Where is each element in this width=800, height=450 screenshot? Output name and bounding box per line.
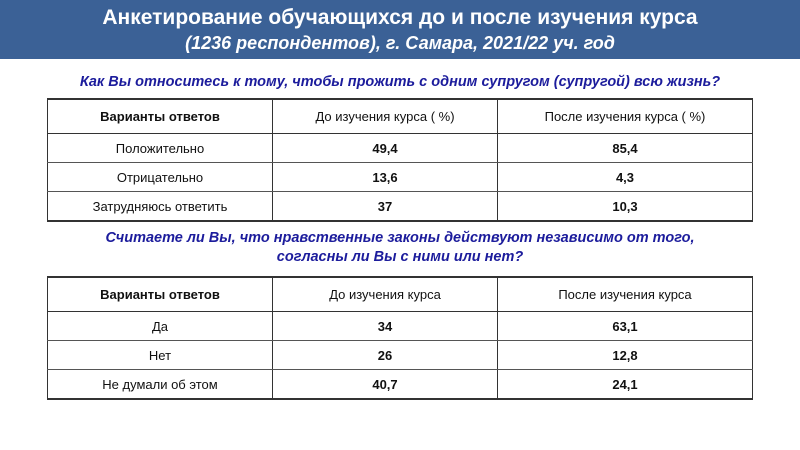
table-row (48, 312, 753, 341)
question-line: Считаете ли Вы, что нравственные законы действуют независимо от того, (105, 230, 695, 246)
column-header-before: До изучения курса (273, 277, 498, 312)
after-value: 12,8 (498, 341, 753, 370)
before-value: 49,4 (273, 134, 498, 163)
before-value: 40,7 (273, 370, 498, 400)
answer-cell: Затрудняюсь ответить (48, 192, 273, 222)
column-header-before: До изучения курса ( %) (273, 99, 498, 134)
survey-table-2 (47, 276, 753, 400)
answer-cell: Отрицательно (48, 163, 273, 192)
after-value: 63,1 (498, 312, 753, 341)
after-value: 10,3 (498, 192, 753, 222)
answer-cell: Не думали об этом (48, 370, 273, 400)
question-line: согласны ли Вы с ними или нет? (276, 249, 524, 265)
survey-question-2 (0, 229, 800, 267)
table-row (48, 134, 753, 163)
table-row (48, 192, 753, 222)
column-header-answer: Варианты ответов (48, 99, 273, 134)
answer-cell: Да (48, 312, 273, 341)
column-header-answer: Варианты ответов (48, 277, 273, 312)
after-value: 85,4 (498, 134, 753, 163)
table-row (48, 341, 753, 370)
question-line: Как Вы относитесь к тому, чтобы прожить с одним супругом (супругой) всю жизнь? (79, 74, 721, 90)
answer-cell: Нет (48, 341, 273, 370)
after-value: 24,1 (498, 370, 753, 400)
column-header-after: После изучения курса ( %) (498, 99, 753, 134)
before-value: 26 (273, 341, 498, 370)
survey-table-1 (47, 98, 753, 222)
column-header-after: После изучения курса (498, 277, 753, 312)
before-value: 34 (273, 312, 498, 341)
before-value: 37 (273, 192, 498, 222)
table-row (48, 163, 753, 192)
title-banner (0, 0, 800, 59)
table-header-row (48, 99, 753, 134)
table-header-row (48, 277, 753, 312)
slide-subtitle: (1236 респондентов), г. Самара, 2021/22 уч. год (185, 33, 615, 53)
after-value: 4,3 (498, 163, 753, 192)
before-value: 13,6 (273, 163, 498, 192)
survey-question-1 (0, 73, 800, 92)
slide-title: Анкетирование обучающихся до и после изучения курса (102, 6, 698, 29)
answer-cell: Положительно (48, 134, 273, 163)
table-row (48, 370, 753, 400)
